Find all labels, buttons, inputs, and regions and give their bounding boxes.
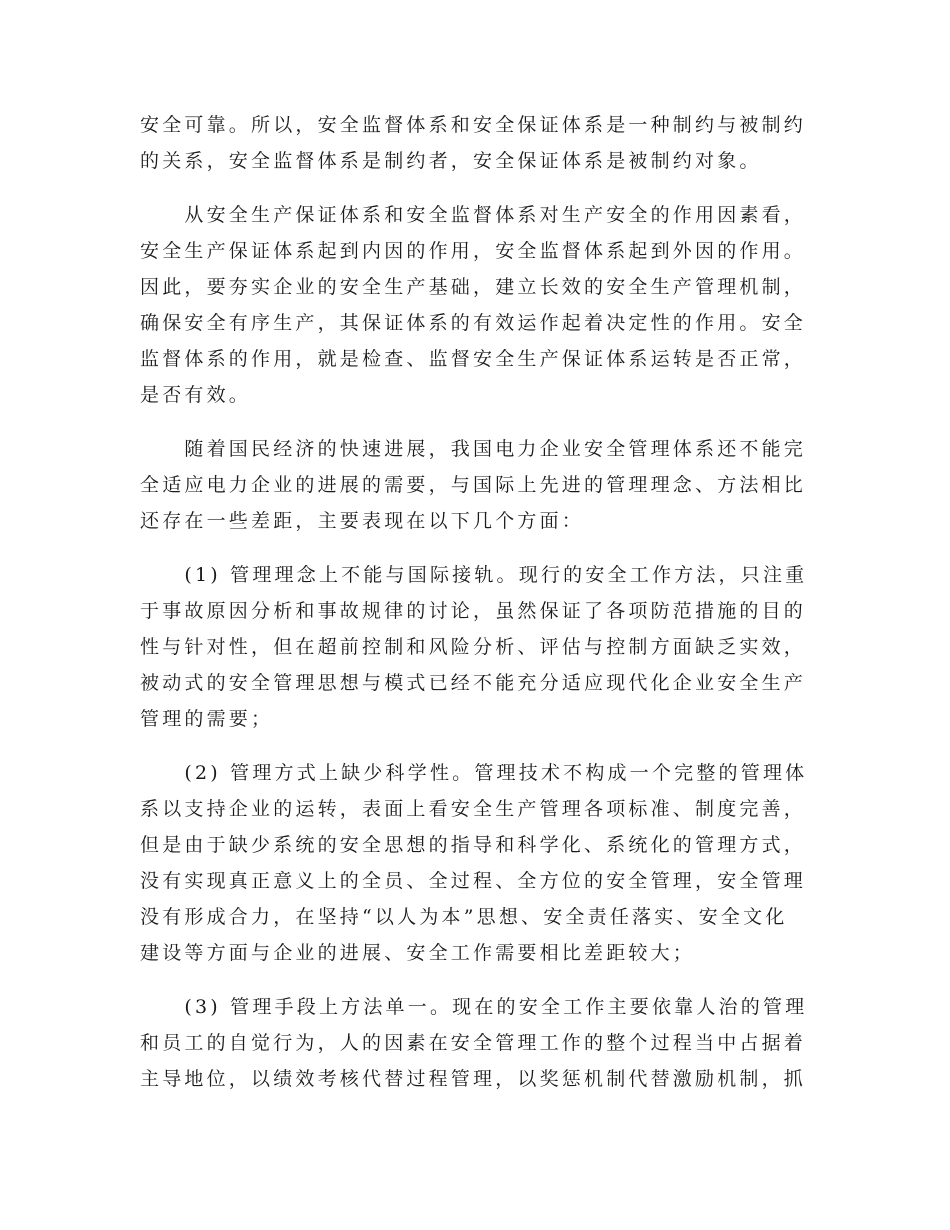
text-line: 安全可靠。所以，安全监督体系和安全保证体系是一种制约与被制约 xyxy=(140,114,807,136)
text-line: (3) 管理手段上方法单一。现在的安全工作主要依靠人治的管理 xyxy=(140,996,808,1018)
text-line: 系以支持企业的运转，表面上看安全生产管理各项标准、制度完善， xyxy=(140,798,807,820)
text-line: 没有实现真正意义上的全员、全过程、全方位的安全管理，安全管理 xyxy=(140,870,807,892)
text-line: 于事故原因分析和事故规律的讨论，虽然保证了各项防范措施的目的 xyxy=(140,600,807,622)
text-line: 但是由于缺少系统的安全思想的指导和科学化、系统化的管理方式， xyxy=(140,834,807,856)
text-line: 全适应电力企业的进展的需要，与国际上先进的管理理念、方法相比 xyxy=(140,474,807,496)
paragraph-gap xyxy=(140,539,810,557)
text-line: 性与针对性，但在超前控制和风险分析、评估与控制方面缺乏实效， xyxy=(140,636,807,658)
text-line: 是否有效。 xyxy=(140,384,252,406)
paragraph-gap xyxy=(140,737,810,755)
text-line: 主导地位，以绩效考核代替过程管理，以奖惩机制代替激励机制，抓 xyxy=(140,1068,807,1090)
text-line: 管理的需要； xyxy=(140,708,274,730)
paragraph-2 xyxy=(140,197,810,413)
text-line: 随着国民经济的快速进展，我国电力企业安全管理体系还不能完 xyxy=(140,438,807,460)
paragraph-gap xyxy=(140,971,810,989)
paragraph-5 xyxy=(140,755,810,971)
text-line: 没有形成合力，在坚持“以人为本”思想、安全责任落实、安全文化 xyxy=(140,906,788,928)
text-line: 建设等方面与企业的进展、安全工作需要相比差距较大； xyxy=(140,942,696,964)
text-line: 监督体系的作用，就是检查、监督安全生产保证体系运转是否正常， xyxy=(140,348,807,370)
paragraph-gap xyxy=(140,179,810,197)
text-line: 确保安全有序生产，其保证体系的有效运作起着决定性的作用。安全 xyxy=(140,312,807,334)
text-line: 因此，要夯实企业的安全生产基础，建立长效的安全生产管理机制， xyxy=(140,276,807,298)
paragraph-gap xyxy=(140,413,810,431)
paragraph-4 xyxy=(140,557,810,737)
text-line: 从安全生产保证体系和安全监督体系对生产安全的作用因素看， xyxy=(140,204,807,226)
text-line: (1) 管理理念上不能与国际接轨。现行的安全工作方法，只注重 xyxy=(140,564,808,586)
paragraph-6 xyxy=(140,989,810,1097)
text-line: 还存在一些差距，主要表现在以下几个方面： xyxy=(140,510,585,532)
text-line: (2) 管理方式上缺少科学性。管理技术不构成一个完整的管理体 xyxy=(140,762,808,784)
text-line: 的关系，安全监督体系是制约者，安全保证体系是被制约对象。 xyxy=(140,150,762,172)
paragraph-1 xyxy=(140,107,810,179)
text-line: 和员工的自觉行为，人的因素在安全管理工作的整个过程当中占据着 xyxy=(140,1032,807,1054)
text-line: 被动式的安全管理思想与模式已经不能充分适应现代化企业安全生产 xyxy=(140,672,807,694)
document-body xyxy=(140,107,810,1097)
text-line: 安全生产保证体系起到内因的作用，安全监督体系起到外因的作用。 xyxy=(140,240,807,262)
paragraph-3 xyxy=(140,431,810,539)
